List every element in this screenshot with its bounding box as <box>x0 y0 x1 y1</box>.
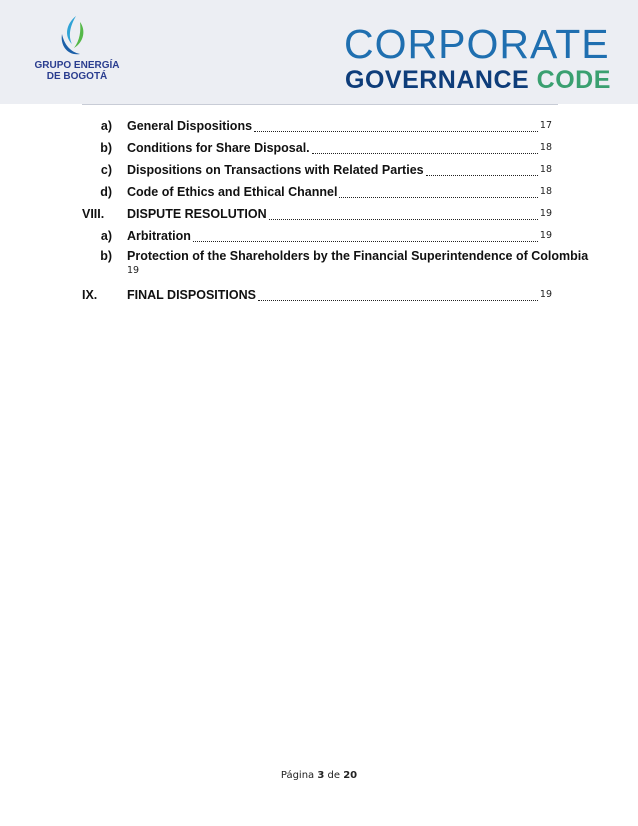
logo-line-2: DE BOGOTÁ <box>46 71 108 82</box>
toc-entry-label: DISPUTE RESOLUTION <box>127 207 267 221</box>
toc-entry-number: b) <box>100 141 112 155</box>
toc-entry[interactable] <box>82 244 589 278</box>
toc-entry-page: 19 <box>127 265 140 276</box>
toc-entry[interactable] <box>82 281 552 303</box>
toc-entry-label: FINAL DISPOSITIONS <box>127 288 256 302</box>
toc-entry-number: VIII. <box>82 207 105 221</box>
table-of-contents <box>82 112 589 303</box>
toc-entry-number: a) <box>100 229 112 243</box>
toc-entry[interactable] <box>82 112 552 134</box>
toc-entry-page: 18 <box>539 164 552 175</box>
toc-entry[interactable] <box>82 178 552 200</box>
toc-entry-page: 19 <box>539 230 552 241</box>
toc-entry-label: Conditions for Share Disposal. <box>127 141 310 155</box>
dot-leader <box>254 117 538 132</box>
footer-total-pages: 20 <box>343 770 358 781</box>
toc-entry-label: Dispositions on Transactions with Related Parties <box>127 163 424 177</box>
toc-entry-label: Arbitration <box>127 229 191 243</box>
dot-leader <box>193 227 538 242</box>
logo-line-1: GRUPO ENERGÍA <box>34 60 120 71</box>
header-divider <box>82 104 558 105</box>
footer-middle: de <box>327 770 341 781</box>
toc-entry-page: 19 <box>539 208 552 219</box>
toc-entry-page: 19 <box>539 289 552 300</box>
toc-entry-label: Protection of the Shareholders by the Financial Superintendence of Colombia <box>127 249 589 263</box>
toc-entry-number: d) <box>100 185 112 199</box>
toc-entry-number: c) <box>100 163 112 177</box>
page-footer <box>0 770 638 781</box>
toc-entry[interactable] <box>82 200 552 222</box>
dot-leader <box>426 161 538 176</box>
page-header <box>0 0 638 104</box>
toc-entry-page: 18 <box>539 186 552 197</box>
toc-entry-wrapped <box>127 248 588 278</box>
title-corporate: CORPORATE <box>344 21 610 67</box>
toc-entry-number: IX. <box>82 288 98 302</box>
toc-entry-page: 17 <box>539 120 552 131</box>
dot-leader <box>269 205 538 220</box>
toc-entry[interactable] <box>82 222 552 244</box>
grupo-energia-logo-icon <box>54 14 94 58</box>
toc-entry-number: b) <box>100 249 112 263</box>
toc-entry-label: General Dispositions <box>127 119 253 133</box>
toc-entry[interactable] <box>82 134 552 156</box>
title-governance-code <box>345 66 611 94</box>
toc-entry-page: 18 <box>539 142 552 153</box>
footer-current-page: 3 <box>317 770 325 781</box>
toc-entry-number: a) <box>100 119 112 133</box>
dot-leader <box>312 139 538 154</box>
logo-wordmark <box>34 60 120 82</box>
toc-entry[interactable] <box>82 156 552 178</box>
title-word-code: CODE <box>536 66 611 94</box>
footer-prefix: Página <box>280 770 315 781</box>
title-word-governance: GOVERNANCE <box>345 66 530 94</box>
dot-leader <box>339 183 537 198</box>
dot-leader <box>258 286 538 301</box>
toc-entry-label: Code of Ethics and Ethical Channel <box>127 185 338 199</box>
